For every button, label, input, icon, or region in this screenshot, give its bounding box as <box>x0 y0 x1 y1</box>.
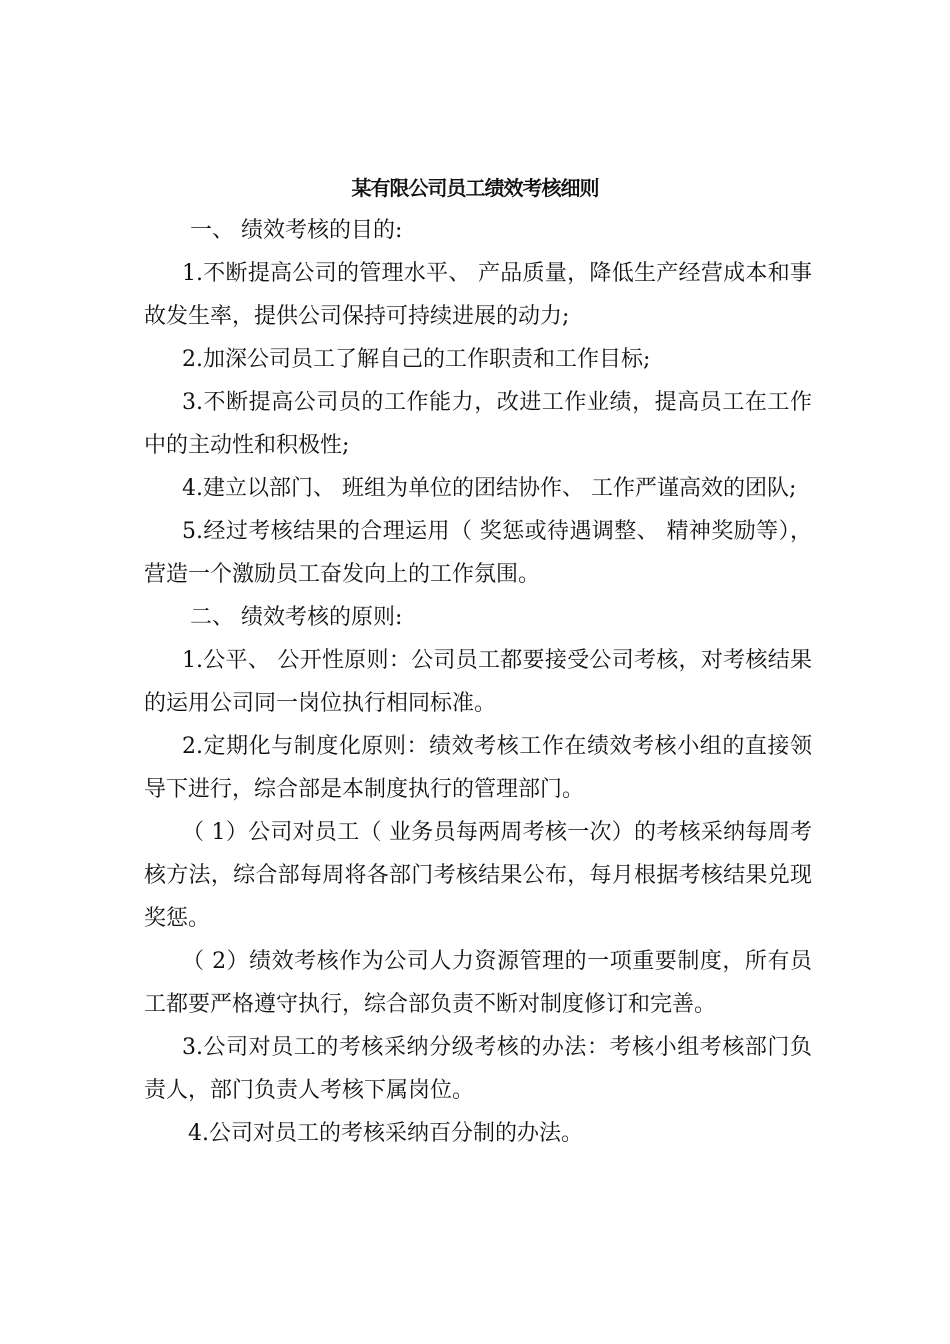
principle-item-3: 3.公司对员工的考核采纳分级考核的办法：考核小组考核部门负责人，部门负责人考核下属岗位。 <box>144 1035 812 1103</box>
purpose-item-2: 2.加深公司员工了解自己的工作职责和工作目标; <box>182 347 651 372</box>
principle-subitem-2: （ 2）绩效考核作为公司人力资源管理的一项重要制度，所有员工都要严格遵守执行，综合部负责不断对制度修订和完善。 <box>144 949 812 1017</box>
purpose-item-1: 1.不断提高公司的管理水平、 产品质量，降低生产经营成本和事故发生率，提供公司保持可持续进展的动力; <box>144 261 812 329</box>
document-title: 某有限公司员工绩效考核细则 <box>351 176 599 200</box>
principle-subitem-1: （ 1）公司对员工（ 业务员每两周考核一次）的考核采纳每周考核方法，综合部每周将各部门考核结果公布，每月根据考核结果兑现奖惩。 <box>144 820 812 931</box>
purpose-item-4: 4.建立以部门、 班组为单位的团结协作、 工作严谨高效的团队; <box>182 476 797 501</box>
principle-item-2: 2.定期化与制度化原则：绩效考核工作在绩效考核小组的直接领导下进行，综合部是本制度执行的管理部门。 <box>144 734 812 802</box>
section-heading-purpose: 一、 绩效考核的目的: <box>190 218 403 243</box>
purpose-item-3: 3.不断提高公司员的工作能力，改进工作业绩，提高员工在工作中的主动性和积极性; <box>144 390 812 458</box>
document-body <box>144 209 812 1155</box>
purpose-item-5: 5.经过考核结果的合理运用（ 奖惩或待遇调整、 精神奖励等），营造一个激励员工奋发向上的工作氛围。 <box>144 519 812 587</box>
principle-item-4: 4.公司对员工的考核采纳百分制的办法。 <box>188 1121 583 1146</box>
principle-item-1: 1.公平、 公开性原则：公司员工都要接受公司考核，对考核结果的运用公司同一岗位执行相同标准。 <box>144 648 812 716</box>
section-heading-principles: 二、 绩效考核的原则: <box>190 605 403 630</box>
